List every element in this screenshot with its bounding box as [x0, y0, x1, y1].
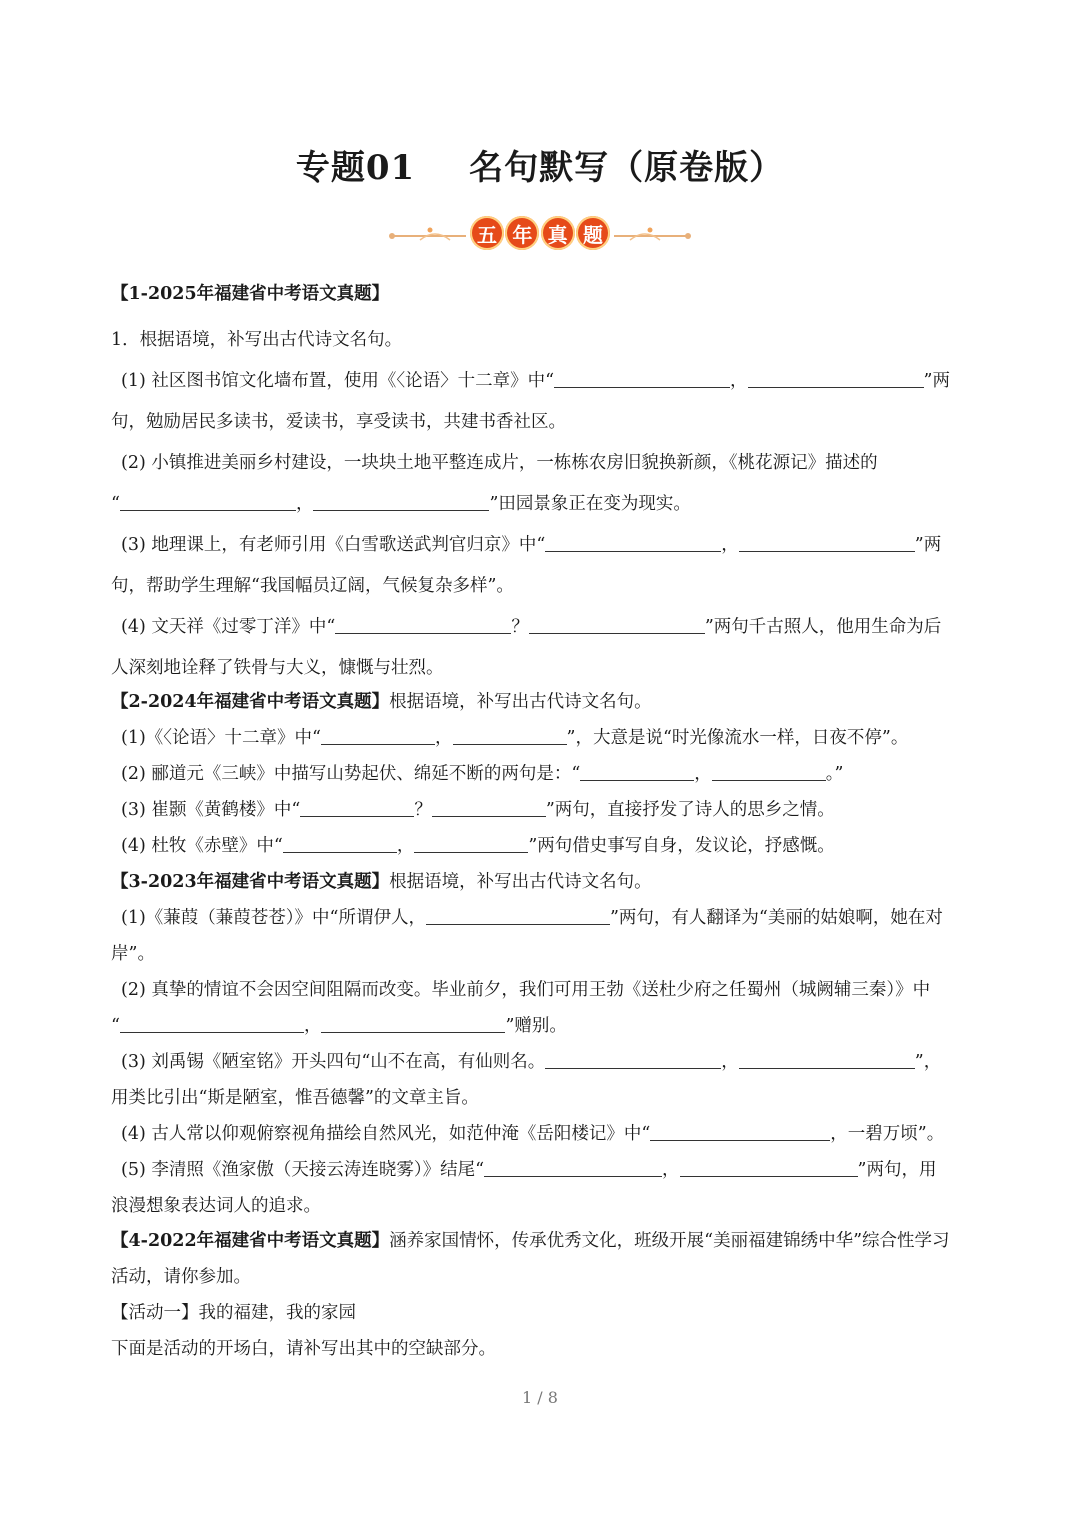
section-header-2022: 【4-2022年福建省中考语文真题】 [111, 1231, 390, 1251]
answer-blank[interactable] [580, 779, 694, 781]
page-title [0, 140, 1080, 189]
question-3-1: (1)《蒹葭（蒹葭苍苍）》中“所谓伊人， ”两句，有人翻译为“美丽的姑娘啊，她在对 [121, 908, 943, 928]
answer-blank[interactable] [554, 386, 730, 388]
question-2-2: (2) 郦道元《三峡》中描写山势起伏、绵延不断的两句是：“ ， 。” [121, 764, 844, 784]
section-header-2023: 【3-2023年福建省中考语文真题】 [111, 872, 390, 892]
answer-blank[interactable] [680, 1175, 858, 1177]
question-3-5: (5) 李清照《渔家傲（天接云涛连晓雾）》结尾“ ， ”两句，用 [121, 1160, 937, 1180]
question-2-1: (1)《〈论语〉十二章》中“ ， ”，大意是说“时光像流水一样，日夜不停”。 [121, 728, 909, 748]
answer-blank[interactable] [414, 851, 528, 853]
title-topic: 专题01 [295, 148, 416, 188]
answer-blank[interactable] [748, 386, 924, 388]
banner-char: 五 [470, 216, 504, 250]
question-1-4: (4) 文天祥《过零丁洋》中“ ？ ”两句千古照人，他用生命为后 [121, 617, 942, 637]
question-1-2-cont: “ ， ”田园景象正在变为现实。 [111, 494, 691, 514]
question-1-3-cont: 句，帮助学生理解“我国幅员辽阔，气候复杂多样”。 [111, 576, 514, 596]
question-3-5-cont: 浪漫想象表达词人的追求。 [111, 1196, 321, 1216]
question-1-2: (2) 小镇推进美丽乡村建设，一块块土地平整连成片，一栋栋农房旧貌换新颜，《桃花源记》描述的 [121, 453, 878, 473]
section-2024: 【2-2024年福建省中考语文真题】根据语境，补写出古代诗文名句。 [111, 692, 652, 712]
answer-blank[interactable] [335, 632, 511, 634]
answer-blank[interactable] [712, 779, 826, 781]
answer-blank[interactable] [650, 1139, 830, 1141]
answer-blank[interactable] [283, 851, 397, 853]
banner-char: 题 [576, 216, 610, 250]
answer-blank[interactable] [313, 509, 489, 511]
answer-blank[interactable] [321, 743, 435, 745]
section-2022-cont: 活动，请你参加。 [111, 1267, 251, 1287]
question-3-3-cont: 用类比引出“斯是陋室，惟吾德馨”的文章主旨。 [111, 1088, 479, 1108]
answer-blank[interactable] [545, 550, 721, 552]
question-3-3: (3) 刘禹锡《陋室铭》开头四句“山不在高，有仙则名。 ， ”， [121, 1052, 942, 1072]
section-header-2024: 【2-2024年福建省中考语文真题】 [111, 692, 390, 712]
question-3-2: (2) 真挚的情谊不会因空间阻隔而改变。毕业前夕，我们可用王勃《送杜少府之任蜀州（城阙辅三秦）》中 [121, 980, 931, 1000]
question-2-3: (3) 崔颢《黄鹤楼》中“ ？ ”两句，直接抒发了诗人的思乡之情。 [121, 800, 835, 820]
answer-blank[interactable] [120, 509, 296, 511]
title-subject: 名句默写（原卷版） [469, 148, 785, 188]
question-3-1-cont: 岸”。 [111, 944, 155, 964]
answer-blank[interactable] [321, 1031, 505, 1033]
answer-blank[interactable] [529, 632, 705, 634]
answer-blank[interactable] [545, 1067, 721, 1069]
banner-char: 真 [541, 216, 575, 250]
answer-blank[interactable] [739, 1067, 915, 1069]
section-header-2025: 【1-2025年福建省中考语文真题】 [111, 284, 390, 304]
question-1-3: (3) 地理课上，有老师引用《白雪歌送武判官归京》中“ ， ”两 [121, 535, 942, 555]
section-2023: 【3-2023年福建省中考语文真题】根据语境，补写出古代诗文名句。 [111, 872, 652, 892]
answer-blank[interactable] [432, 815, 546, 817]
activity-one-heading: 【活动一】我的福建，我的家园 [111, 1303, 356, 1323]
answer-blank[interactable] [453, 743, 567, 745]
section-2022: 【4-2022年福建省中考语文真题】涵养家国情怀，传承优秀文化，班级开展“美丽福建锦绣中华”综合性学习 [111, 1231, 950, 1251]
answer-blank[interactable] [739, 550, 915, 552]
five-year-exam-banner [380, 210, 700, 262]
question-1-1-cont: 句，勉励居民多读书，爱读书，享受读书，共建书香社区。 [111, 412, 566, 432]
page-number: 1 / 8 [522, 1388, 558, 1407]
question-1-prompt: 1．根据语境，补写出古代诗文名句。 [111, 330, 403, 350]
banner-char: 年 [505, 216, 539, 250]
answer-blank[interactable] [120, 1031, 304, 1033]
question-2-4: (4) 杜牧《赤壁》中“ ， ”两句借史事写自身，发议论，抒感慨。 [121, 836, 835, 856]
question-3-4: (4) 古人常以仰观俯察视角描绘自然风光，如范仲淹《岳阳楼记》中“ ，一碧万顷”。 [121, 1124, 945, 1144]
question-1-1: (1) 社区图书馆文化墙布置，使用《〈论语〉十二章》中“ ， ”两 [121, 371, 950, 391]
answer-blank[interactable] [484, 1175, 662, 1177]
question-1-4-cont: 人深刻地诠释了铁骨与大义，慷慨与壮烈。 [111, 658, 444, 678]
question-3-2-cont: “ ， ”赠别。 [111, 1016, 567, 1036]
answer-blank[interactable] [426, 923, 610, 925]
answer-blank[interactable] [300, 815, 414, 817]
activity-one-instruction: 下面是活动的开场白，请补写出其中的空缺部分。 [111, 1339, 496, 1359]
